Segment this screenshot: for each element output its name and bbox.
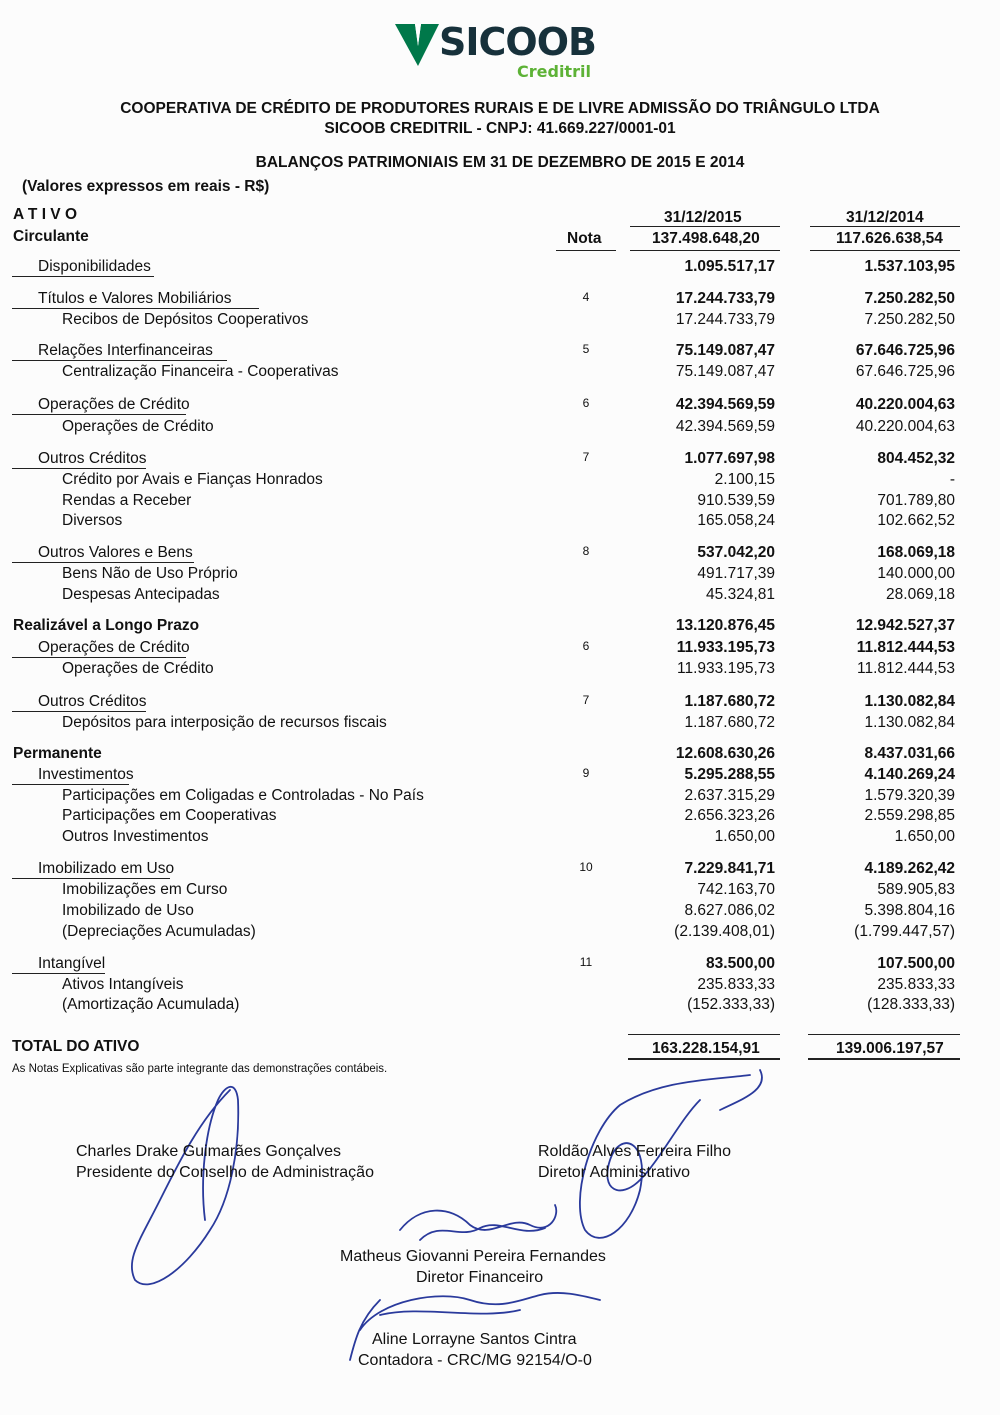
row-value-2014: 67.646.725,96: [855, 342, 955, 359]
row-value-2014: -: [949, 471, 955, 488]
signature-aline: [350, 1293, 600, 1360]
row-label: Depósitos para interposição de recursos fiscais: [62, 714, 387, 731]
row-nota: 6: [582, 396, 590, 410]
row-label: Diversos: [62, 512, 123, 529]
row-value-2014: 1.130.082,84: [864, 714, 955, 731]
row-value-2015: 491.717,39: [697, 565, 775, 582]
row-value-2015: 2.637.315,29: [684, 787, 775, 804]
row-label: Outros Créditos: [38, 693, 147, 710]
circulante-2014: 117.626.638,54: [836, 230, 943, 247]
row-value-2014: 140.000,00: [877, 565, 955, 582]
row-value-2014: 107.500,00: [877, 955, 955, 972]
row-nota: 6: [582, 639, 590, 653]
row-label: Recibos de Depósitos Cooperativos: [62, 311, 309, 328]
signature-charles: [132, 1087, 238, 1285]
row-value-2015: 75.149.087,47: [675, 363, 775, 380]
signer-3-role: Diretor Financeiro: [416, 1269, 544, 1286]
row-label: Operações de Crédito: [38, 639, 190, 656]
row-nota: 11: [579, 955, 593, 969]
row-value-2015: (152.333,33): [687, 996, 775, 1013]
row-value-2015: 13.120.876,45: [675, 617, 775, 634]
row-label: Crédito por Avais e Fianças Honrados: [62, 471, 323, 488]
row-value-2014: 168.069,18: [877, 544, 955, 561]
row-label: Outros Créditos: [38, 450, 147, 467]
row-value-2014: 4.140.269,24: [864, 766, 955, 783]
row-value-2014: (1.799.447,57): [854, 923, 955, 940]
col-2015-date: 31/12/2015: [664, 209, 742, 226]
company-name: COOPERATIVA DE CRÉDITO DE PRODUTORES RURAIS E DE LIVRE ADMISSÃO DO TRIÂNGULO LTDA: [120, 100, 880, 117]
row-value-2014: (128.333,33): [867, 996, 955, 1013]
row-nota: 9: [582, 766, 590, 780]
row-value-2014: 102.662,52: [877, 512, 955, 529]
signer-1-role: Presidente do Conselho de Administração: [76, 1164, 374, 1181]
statement-title: BALANÇOS PATRIMONIAIS EM 31 DE DEZEMBRO DE 2015 E 2014: [255, 154, 745, 171]
row-label: Permanente: [13, 745, 102, 762]
row-value-2014: 40.220.004,63: [855, 396, 955, 413]
signer-1-name: Charles Drake Guimarães Gonçalves: [76, 1143, 341, 1160]
row-value-2015: 11.933.195,73: [676, 639, 775, 656]
units-note: (Valores expressos em reais - R$): [22, 178, 270, 195]
row-value-2015: 8.627.086,02: [684, 902, 775, 919]
row-value-2015: 7.229.841,71: [684, 860, 775, 877]
row-value-2015: 165.058,24: [697, 512, 775, 529]
row-label: Imobilizado de Uso: [62, 902, 194, 919]
row-label: Imobilizações em Curso: [62, 881, 228, 898]
signer-3-name: Matheus Giovanni Pereira Fernandes: [340, 1248, 606, 1265]
row-value-2015: 2.100,15: [714, 471, 775, 488]
signer-4-role: Contadora - CRC/MG 92154/O-0: [358, 1352, 592, 1369]
row-value-2014: 8.437.031,66: [864, 745, 955, 762]
signer-2-role: Diretor Administrativo: [538, 1164, 691, 1181]
company-cnpj: SICOOB CREDITRIL - CNPJ: 41.669.227/0001-01: [324, 120, 676, 137]
row-nota: 7: [582, 693, 590, 707]
circulante-2015: 137.498.648,20: [652, 230, 760, 247]
row-value-2014: 28.069,18: [886, 586, 955, 603]
row-value-2014: 4.189.262,42: [864, 860, 955, 877]
row-label: Intangível: [38, 955, 106, 972]
row-value-2015: 742.163,70: [697, 881, 775, 898]
row-label: Operações de Crédito: [62, 418, 214, 435]
row-value-2015: 42.394.569,59: [675, 418, 775, 435]
row-value-2015: 11.933.195,73: [677, 660, 775, 677]
row-value-2014: 235.833,33: [877, 976, 955, 993]
logo-name: SICOOB: [439, 20, 596, 64]
row-label: (Depreciações Acumuladas): [62, 923, 256, 940]
row-value-2014: 12.942.527,37: [855, 617, 955, 634]
row-label: Bens Não de Uso Próprio: [62, 565, 238, 582]
footnote: As Notas Explicativas são parte integrante das demonstrações contábeis.: [12, 1063, 388, 1075]
row-label: Disponibilidades: [38, 258, 151, 275]
row-label: Imobilizado em Uso: [38, 860, 175, 877]
row-value-2014: 1.579.320,39: [864, 787, 955, 804]
row-label: Centralização Financeira - Cooperativas: [62, 363, 339, 380]
row-label: Participações em Coligadas e Controladas - No País: [62, 787, 424, 804]
row-label: (Amortização Acumulada): [62, 996, 240, 1013]
row-value-2015: 1.187.680,72: [684, 693, 775, 710]
row-value-2014: 701.789,80: [877, 492, 955, 509]
row-value-2014: 804.452,32: [877, 450, 955, 467]
total-2015: 163.228.154,91: [652, 1040, 760, 1057]
row-value-2015: 12.608.630,26: [675, 745, 775, 762]
signature-matheus: [400, 1205, 556, 1240]
row-value-2015: 1.187.680,72: [684, 714, 775, 731]
row-value-2015: 75.149.087,47: [675, 342, 775, 359]
row-value-2015: 1.650,00: [714, 828, 775, 845]
row-label: Operações de Crédito: [62, 660, 214, 677]
row-value-2014: 1.130.082,84: [864, 693, 955, 710]
row-label: Outros Valores e Bens: [38, 544, 193, 561]
row-label: Participações em Cooperativas: [62, 807, 277, 824]
row-value-2014: 5.398.804,16: [864, 902, 955, 919]
row-label: Títulos e Valores Mobiliários: [38, 290, 232, 307]
signer-2-name: Roldão Alves Ferreira Filho: [538, 1143, 731, 1160]
row-value-2015: 2.656.323,26: [684, 807, 775, 824]
row-value-2015: 1.095.517,17: [684, 258, 775, 275]
row-value-2014: 7.250.282,50: [864, 311, 955, 328]
total-label: TOTAL DO ATIVO: [12, 1038, 140, 1055]
row-label: Relações Interfinanceiras: [38, 342, 213, 359]
row-value-2015: (2.139.408,01): [674, 923, 775, 940]
row-nota: 7: [582, 450, 590, 464]
col-2014-date: 31/12/2014: [846, 209, 924, 226]
row-value-2014: 1.537.103,95: [864, 258, 955, 275]
row-nota: 4: [582, 290, 590, 304]
row-value-2014: 2.559.298,85: [864, 807, 955, 824]
row-value-2015: 235.833,33: [697, 976, 775, 993]
row-value-2014: 589.905,83: [877, 881, 955, 898]
row-label: Outros Investimentos: [62, 828, 209, 845]
row-value-2014: 11.812.444,53: [856, 639, 955, 656]
row-label: Realizável a Longo Prazo: [13, 617, 200, 634]
row-value-2015: 45.324,81: [706, 586, 775, 603]
signer-4-name: Aline Lorrayne Santos Cintra: [372, 1331, 577, 1348]
nota-header: Nota: [567, 230, 602, 247]
row-value-2014: 1.650,00: [894, 828, 955, 845]
row-label: Investimentos: [38, 766, 134, 783]
row-value-2014: 40.220.004,63: [855, 418, 955, 435]
row-value-2015: 910.539,59: [697, 492, 775, 509]
row-value-2014: 67.646.725,96: [855, 363, 955, 380]
total-2014: 139.006.197,57: [836, 1040, 944, 1057]
row-value-2015: 5.295.288,55: [684, 766, 775, 783]
ativo-heading: A T I V O: [13, 206, 78, 223]
logo-subname: Creditril: [517, 62, 591, 81]
row-nota: 10: [579, 860, 593, 874]
row-label: Operações de Crédito: [38, 396, 190, 413]
row-value-2015: 42.394.569,59: [675, 396, 775, 413]
row-value-2015: 17.244.733,79: [675, 290, 775, 307]
row-nota: 5: [582, 342, 590, 356]
row-value-2014: 11.812.444,53: [857, 660, 955, 677]
circulante-heading: Circulante: [13, 228, 89, 245]
row-label: Rendas a Receber: [62, 492, 192, 509]
row-value-2015: 537.042,20: [697, 544, 775, 561]
row-value-2015: 83.500,00: [706, 955, 775, 972]
row-label: Despesas Antecipadas: [62, 586, 220, 603]
row-value-2015: 17.244.733,79: [675, 311, 775, 328]
row-value-2014: 7.250.282,50: [864, 290, 955, 307]
row-value-2015: 1.077.697,98: [684, 450, 775, 467]
row-nota: 8: [582, 544, 590, 558]
row-label: Ativos Intangíveis: [62, 976, 184, 993]
